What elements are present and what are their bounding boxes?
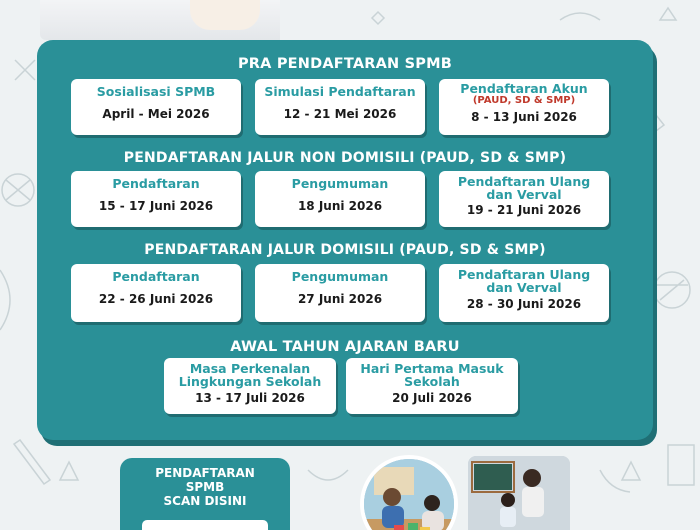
qr-code-area xyxy=(142,520,268,530)
card-label: Sosialisasi SPMB xyxy=(96,84,216,99)
card-simulasi xyxy=(255,79,425,135)
header-photo xyxy=(40,0,280,40)
card-label: Pendaftaran Akun xyxy=(460,81,588,96)
card-label: Pengumuman xyxy=(291,176,389,191)
scan-line-3: SCAN DISINI xyxy=(163,494,247,508)
card-label-line2: dan Verval xyxy=(486,187,562,202)
card-date: 15 - 17 Juni 2026 xyxy=(98,199,214,213)
card-label-line2: dan Verval xyxy=(486,280,562,295)
card-school-orientation xyxy=(164,358,336,414)
card-label-line1: Masa Perkenalan xyxy=(189,361,311,376)
card-label-line2: Sekolah xyxy=(404,374,460,389)
schedule-panel xyxy=(37,40,653,440)
card-label-line1: Pendaftaran Ulang xyxy=(457,267,591,282)
scan-registration-box[interactable] xyxy=(120,458,290,530)
section-title-non-domicile: PENDAFTARAN JALUR NON DOMISILI (PAUD, SD & SMP) xyxy=(123,150,567,166)
card-non-domicile-registration xyxy=(71,171,241,227)
teacher-photo xyxy=(468,456,570,530)
card-label-line2: Lingkungan Sekolah xyxy=(178,374,322,389)
card-date: 28 - 30 Juni 2026 xyxy=(466,297,582,311)
card-date: 22 - 26 Juni 2026 xyxy=(98,292,214,306)
section-title-pre-registration: PRA PENDAFTARAN SPMB xyxy=(237,56,452,72)
card-date: 13 - 17 Juli 2026 xyxy=(195,391,305,405)
card-first-school-day xyxy=(346,358,518,414)
card-label-line1: Hari Pertama Masuk xyxy=(360,361,504,376)
card-date: 20 Juli 2026 xyxy=(392,391,472,405)
scan-line-1: PENDAFTARAN xyxy=(155,466,255,480)
card-domicile-registration xyxy=(71,264,241,322)
card-date: April - Mei 2026 xyxy=(102,107,210,121)
scan-line-2: SPMB xyxy=(185,480,225,494)
card-date: 19 - 21 Juni 2026 xyxy=(466,203,582,217)
card-date: 18 Juni 2026 xyxy=(297,199,383,213)
section-title-domicile: PENDAFTARAN JALUR DOMISILI (PAUD, SD & SMP) xyxy=(144,242,546,258)
card-label: Pendaftaran xyxy=(112,176,200,191)
card-non-domicile-reregistration xyxy=(439,171,609,227)
card-label: Simulasi Pendaftaran xyxy=(264,84,416,99)
section-title-school-year: AWAL TAHUN AJARAN BARU xyxy=(230,339,460,355)
card-label-line1: Pendaftaran Ulang xyxy=(457,174,591,189)
card-label: Pendaftaran xyxy=(112,269,200,284)
card-non-domicile-announcement xyxy=(255,171,425,227)
card-domicile-announcement xyxy=(255,264,425,322)
card-label: Pengumuman xyxy=(291,269,389,284)
card-date: 27 Juni 2026 xyxy=(297,292,383,306)
card-sub-label: (PAUD, SD & SMP) xyxy=(472,95,576,106)
card-pendaftaran-akun xyxy=(439,79,609,135)
card-date: 8 - 13 Juni 2026 xyxy=(471,110,577,124)
card-date: 12 - 21 Mei 2026 xyxy=(283,107,397,121)
card-sosialisasi xyxy=(71,79,241,135)
card-domicile-reregistration xyxy=(439,264,609,322)
